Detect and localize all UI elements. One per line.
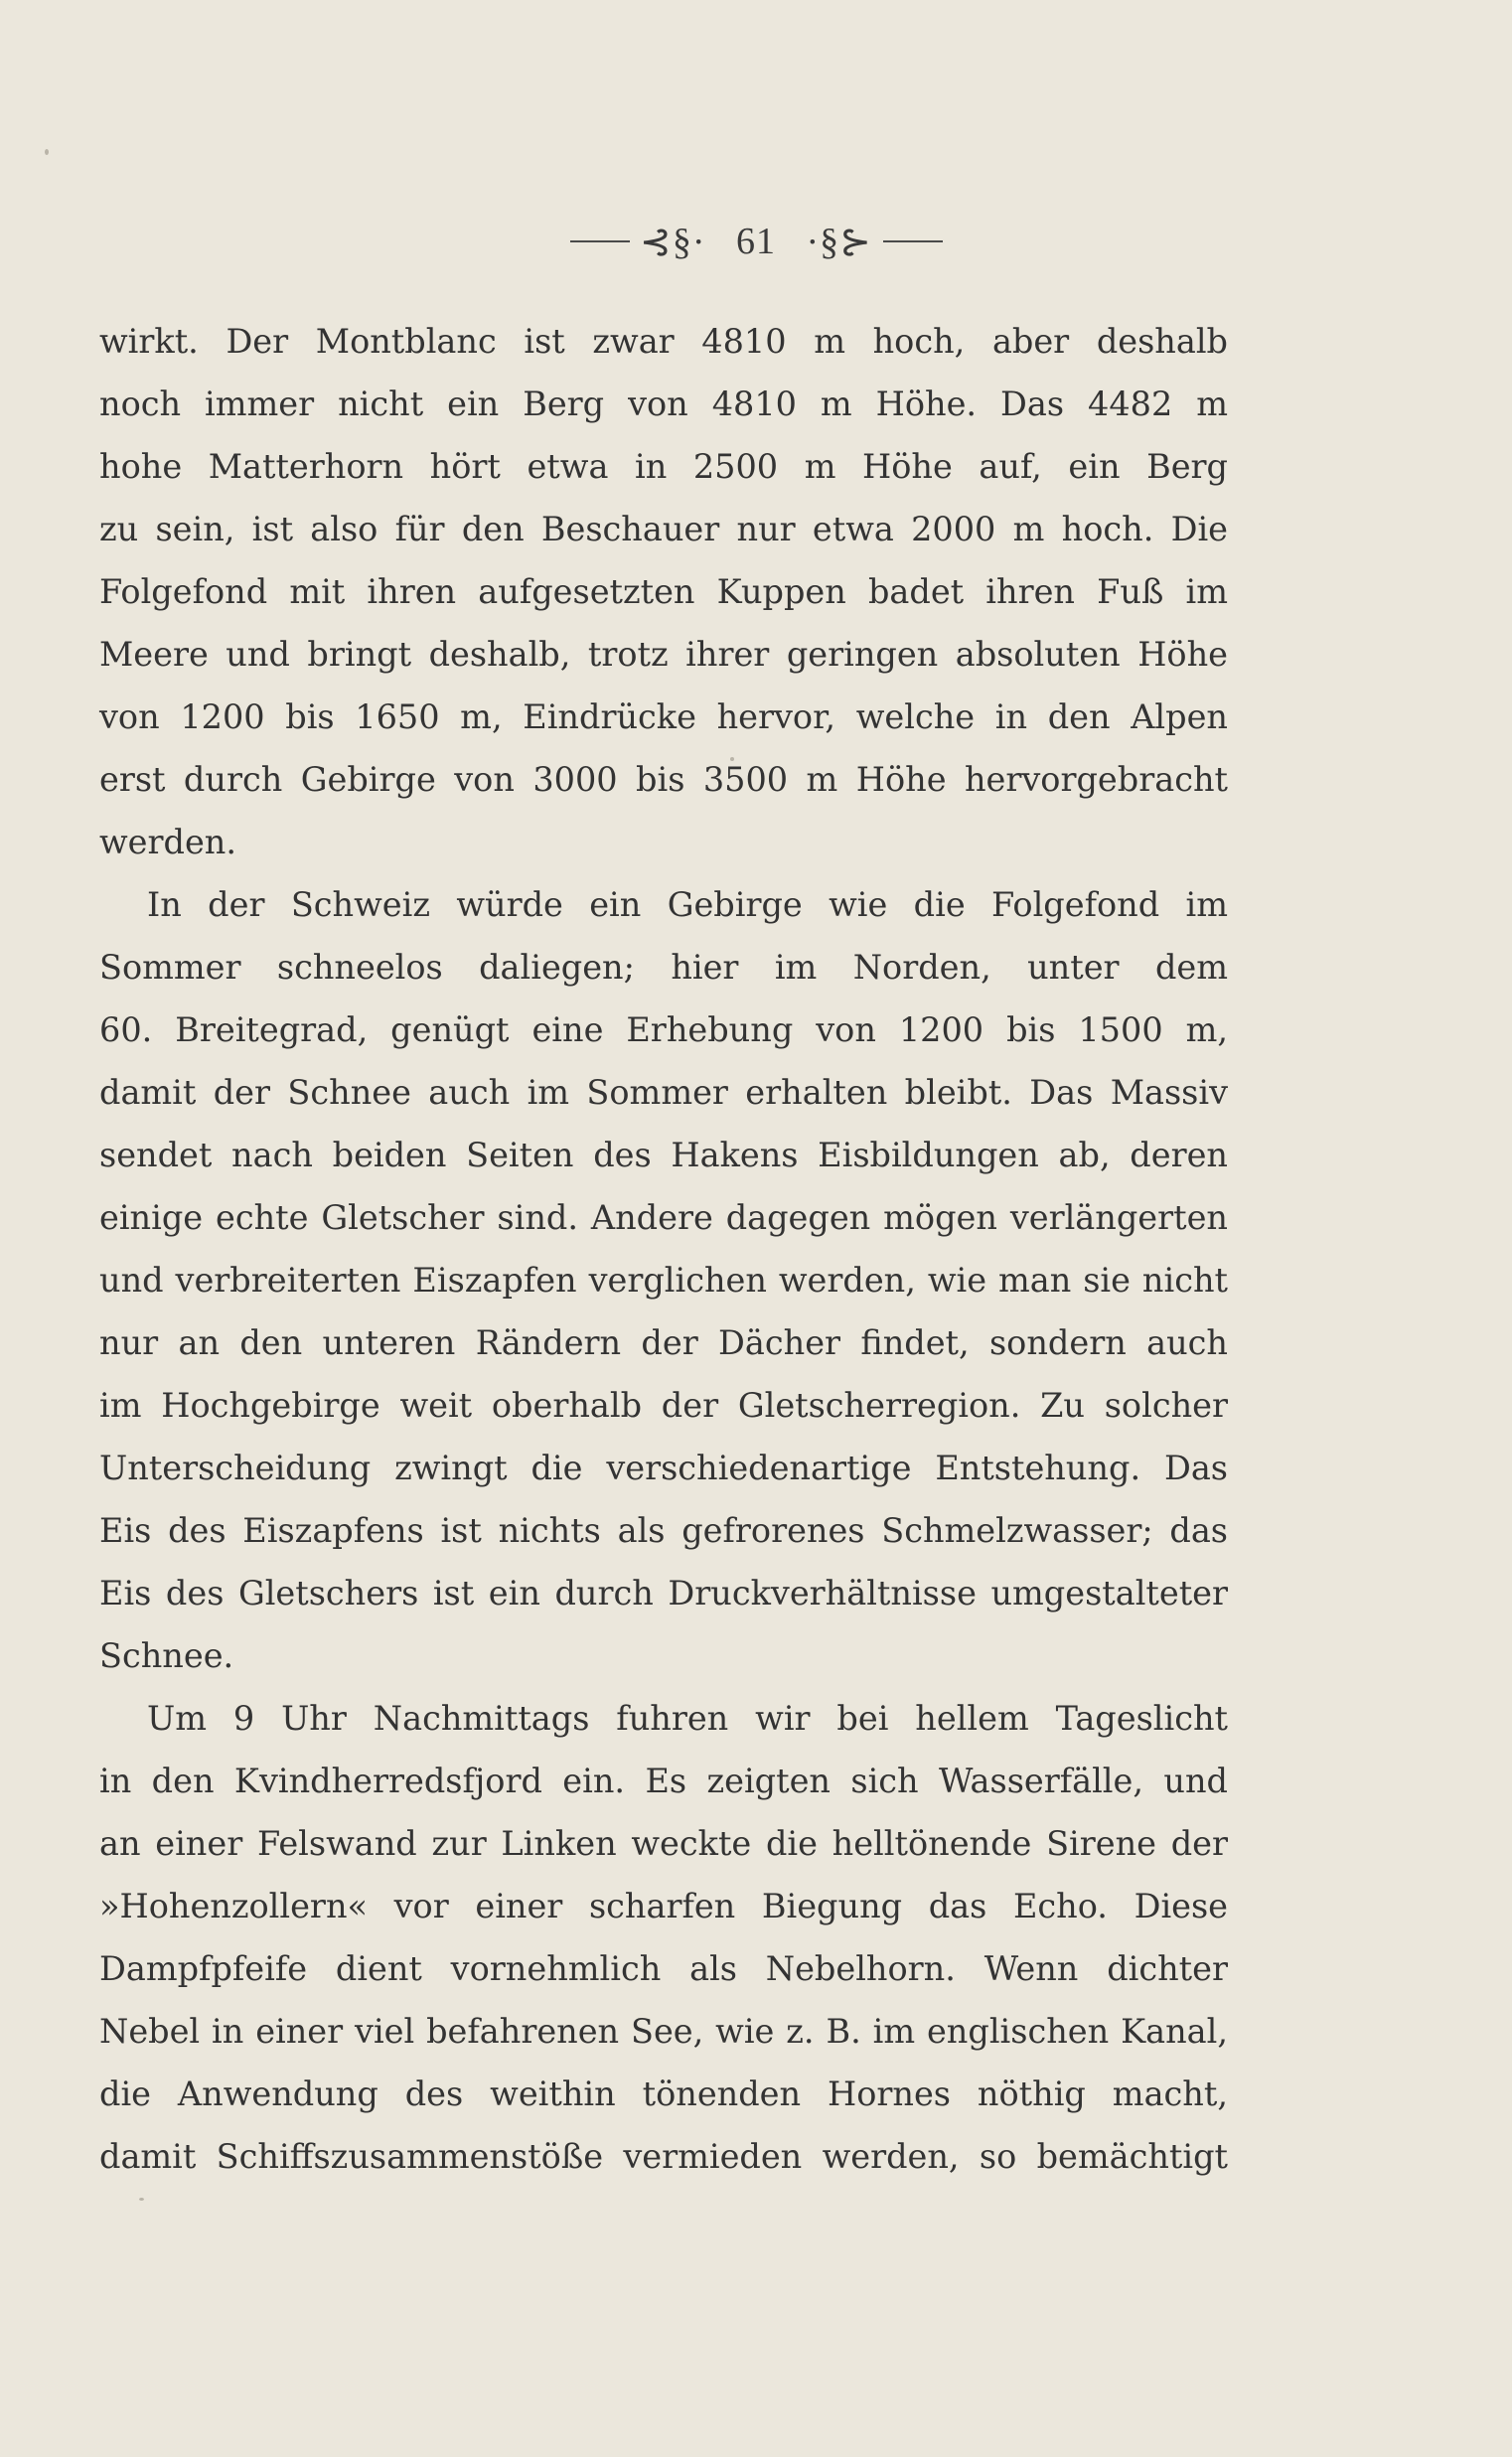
running-header [0, 217, 1512, 264]
text-line: wirkt. Der Montblanc ist zwar 4810 m hoch, aber deshalb [99, 322, 1228, 361]
text-line: Eis des Gletschers ist ein durch Druckverhältnisse umgestalteter [99, 1574, 1228, 1612]
text-line: hohe Matterhorn hört etwa in 2500 m Höhe auf, ein Berg [99, 447, 1228, 486]
text-line: damit Schiffszusammenstöße vermieden werden, so bemächtigt [99, 2137, 1228, 2176]
header-ornament-right: ·§⊱ [806, 221, 872, 263]
text-line: nur an den unteren Rändern der Dächer findet, sondern auch [99, 1323, 1228, 1362]
text-line: einige echte Gletscher sind. Andere dagegen mögen verlängerten [99, 1198, 1228, 1237]
text-line: zu sein, ist also für den Beschauer nur etwa 2000 m hoch. Die [99, 510, 1228, 548]
text-line: In der Schweiz würde ein Gebirge wie die Folgefond im [147, 885, 1228, 924]
header-rule-left [570, 240, 630, 242]
text-line: noch immer nicht ein Berg von 4810 m Höhe. Das 4482 m [99, 384, 1228, 423]
text-line: Meere und bringt deshalb, trotz ihrer geringen absoluten Höhe [99, 635, 1228, 674]
text-line: und verbreiterten Eiszapfen verglichen werden, wie man sie nicht [99, 1261, 1228, 1300]
text-line: Folgefond mit ihren aufgesetzten Kuppen badet ihren Fuß im [99, 572, 1228, 611]
text-line: an einer Felswand zur Linken weckte die helltönende Sirene der [99, 1824, 1228, 1863]
text-line: Unterscheidung zwingt die verschiedenartige Entstehung. Das [99, 1449, 1228, 1487]
text-line: damit der Schnee auch im Sommer erhalten bleibt. Das Massiv [99, 1073, 1228, 1112]
body-text [99, 310, 1228, 2188]
text-line: sendet nach beiden Seiten des Hakens Eisbildungen ab, deren [99, 1136, 1228, 1174]
text-line: Um 9 Uhr Nachmittags fuhren wir bei hellem Tageslicht [147, 1699, 1228, 1738]
header-ornament-left: ⊰§· [640, 221, 706, 263]
text-line: »Hohenzollern« vor einer scharfen Biegung das Echo. Diese [99, 1887, 1228, 1925]
paper-speck [139, 2198, 144, 2201]
text-line: Dampfpfeife dient vornehmlich als Nebelhorn. Wenn dichter [99, 1949, 1228, 1988]
text-line: von 1200 bis 1650 m, Eindrücke hervor, welche in den Alpen [99, 697, 1228, 736]
text-line: erst durch Gebirge von 3000 bis 3500 m Höhe hervorgebracht [99, 760, 1228, 799]
paper-speck [45, 149, 49, 155]
text-line: Sommer schneelos daliegen; hier im Norden, unter dem [99, 948, 1228, 987]
text-line: werden. [99, 823, 237, 861]
text-line: Nebel in einer viel befahrenen See, wie z. B. im englischen Kanal, [99, 2012, 1228, 2051]
header-rule-right [883, 240, 943, 242]
text-line: im Hochgebirge weit oberhalb der Gletscherregion. Zu solcher [99, 1386, 1228, 1425]
text-line: 60. Breitegrad, genügt eine Erhebung von 1200 bis 1500 m, [99, 1010, 1228, 1049]
text-line: Eis des Eiszapfens ist nichts als gefrorenes Schmelzwasser; das [99, 1511, 1228, 1550]
text-line: Schnee. [99, 1636, 234, 1675]
text-line: die Anwendung des weithin tönenden Hornes nöthig macht, [99, 2074, 1228, 2113]
text-line: in den Kvindherredsfjord ein. Es zeigten sich Wasserfälle, und [99, 1762, 1228, 1800]
page-number: 61 [736, 221, 776, 263]
